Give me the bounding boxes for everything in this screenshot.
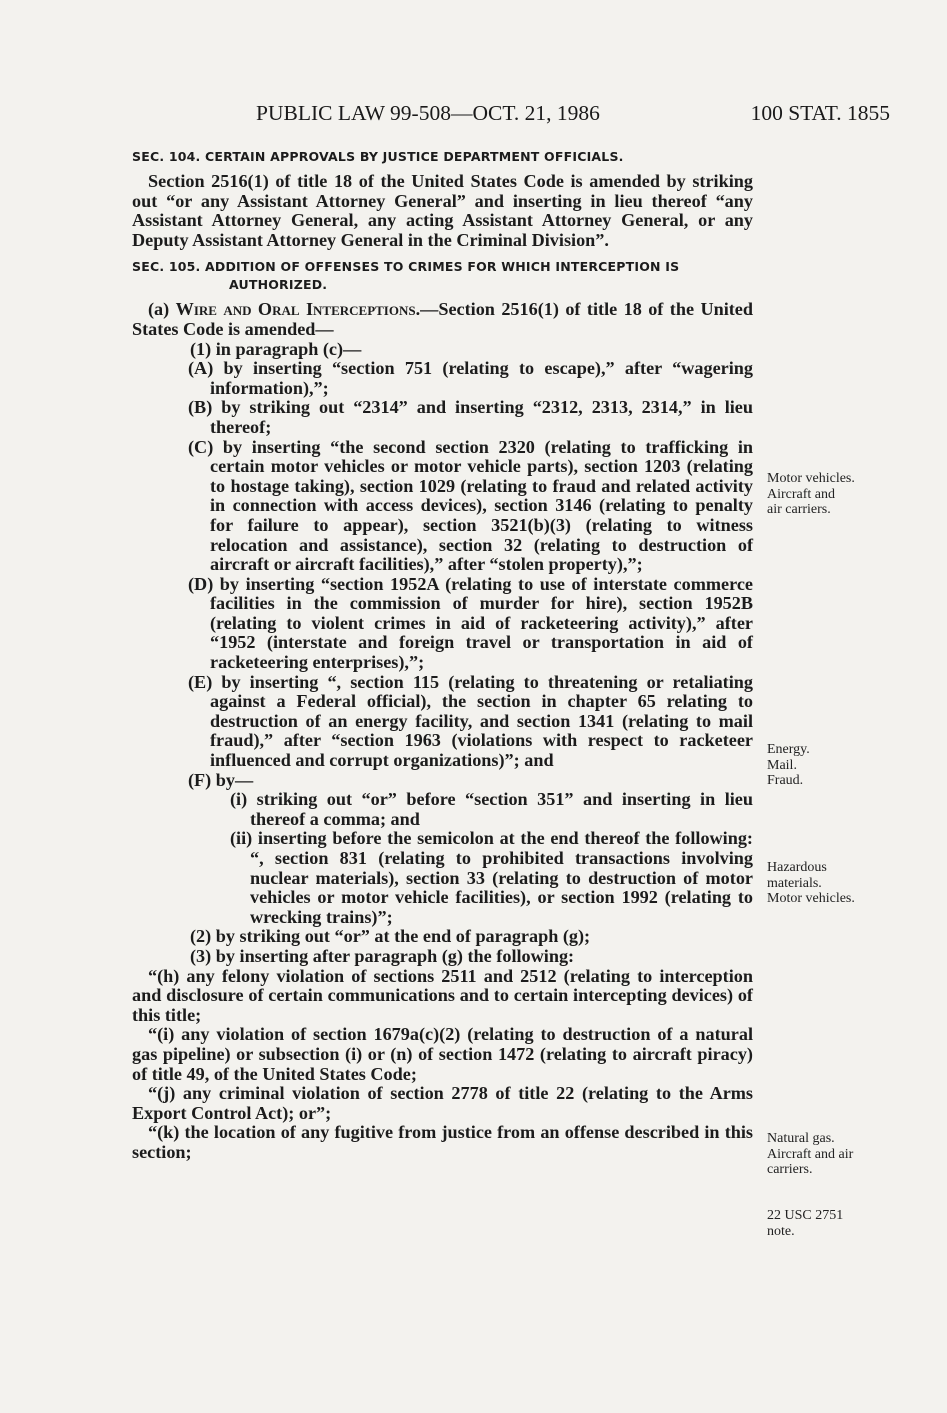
subsection-heading: Wire and Oral Interceptions. (175, 299, 421, 320)
page-header (256, 101, 890, 131)
document-body (132, 148, 753, 1163)
subparagraph-C: (C) by inserting “the second section 2320 (relating to trafficking in certain motor vehicles or motor vehicle parts), section 1203 (relating to hostage taking), section 1029 (relating to fraud and related activity in connection with access devices), section 3146 (relating to penalty for failure to appear), section 3521(b)(3) (relating to witness relocation and assistance), section 32 (relating to destruction of aircraft or aircraft facilities),” after “stolen property),”; (188, 436, 753, 575)
section-105-heading (132, 258, 753, 294)
subparagraph-D: (D) by inserting “section 1952A (relating to use of interstate commerce facilities in the commission of murder for hire), section 1952B (relating to violent crimes in aid of racketeering activity),” after “1952 (interstate and foreign travel or transportation in aid of racketeering enterprises),”; (188, 573, 753, 673)
section-number: SEC. 104. (132, 149, 201, 164)
margin-note-natural-gas: Natural gas. Aircraft and air carriers. (767, 1131, 854, 1177)
paragraph-1: (1) in paragraph (c)— (190, 338, 362, 359)
section-number: SEC. 105. (132, 259, 201, 275)
section-104-text: Section 2516(1) of title 18 of the United States Code is amended by striking out “or any Assistant Attorney General” and inserting in lieu thereof “any Assistant Attorney General, any acting Assistant Attorney General, or any Deputy Assistant Attorney General in the Criminal Division”. (132, 171, 753, 250)
subsection-label: (a) (148, 299, 176, 320)
subparagraph-F: (F) by— (188, 769, 254, 790)
section-title: ADDITION OF OFFENSES TO CRIMES FOR WHICH INTERCEPTION IS AUTHORIZED. (205, 259, 680, 293)
subparagraph-B: (B) by striking out “2314” and inserting “2312, 2313, 2314,” in lieu thereof; (188, 397, 753, 437)
statute-page-number: 100 STAT. 1855 (750, 101, 890, 125)
subsection-a (132, 300, 753, 339)
section-title: CERTAIN APPROVALS BY JUSTICE DEPARTMENT OFFICIALS. (205, 149, 624, 164)
public-law-citation: PUBLIC LAW 99-508—OCT. 21, 1986 (256, 101, 600, 125)
margin-note-motor-vehicles: Motor vehicles. Aircraft and air carriers. (767, 471, 855, 517)
inserted-paragraph-k: “(k) the location of any fugitive from justice from an offense described in this section; (132, 1122, 753, 1162)
margin-note-energy-mail-fraud: Energy. Mail. Fraud. (767, 742, 810, 788)
subparagraph-E: (E) by inserting “, section 115 (relating to threatening or retaliating against a Federal official), the section in chapter 65 relating to destruction of an energy facility, and section 1341 (relating to mail fraud),” after “section 1963 (violations with respect to racketeer influenced and corrupt organizations)”; and (188, 671, 753, 771)
subsection-text: —Section 2516(1) of title 18 of the United States Code is amended— (132, 299, 753, 339)
inserted-paragraph-j: “(j) any criminal violation of section 2778 of title 22 (relating to the Arms Export Control Act); or”; (132, 1083, 753, 1123)
section-104-heading (132, 148, 753, 166)
inserted-paragraph-i: “(i) any violation of section 1679a(c)(2) (relating to destruction of a natural gas pipeline) or subsection (i) or (n) of section 1472 (relating to aircraft piracy) of title 49, of the United States Code; (132, 1024, 753, 1084)
clause-ii: (ii) inserting before the semicolon at the end thereof the following: “, section 831 (relating to prohibited transactions involving nuclear materials), section 33 (relating to destruction of motor vehicles or motor vehicle facilities), or section 1992 (relating to wrecking trains)”; (230, 828, 753, 927)
subparagraph-A: (A) by inserting “section 751 (relating to escape),” after “wagering information),”; (188, 358, 753, 398)
paragraph-2: (2) by striking out “or” at the end of paragraph (g); (190, 926, 591, 947)
margin-note-22-usc-2751: 22 USC 2751 note. (767, 1208, 844, 1239)
margin-note-hazardous-materials: Hazardous materials. Motor vehicles. (767, 860, 855, 906)
clause-i: (i) striking out “or” before “section 351” and inserting in lieu thereof a comma; and (230, 789, 753, 829)
paragraph-3: (3) by inserting after paragraph (g) the following: (190, 945, 575, 966)
inserted-paragraph-h: “(h) any felony violation of sections 2511 and 2512 (relating to interception and disclosure of certain communications and to certain intercepting devices) of this title; (132, 965, 753, 1025)
